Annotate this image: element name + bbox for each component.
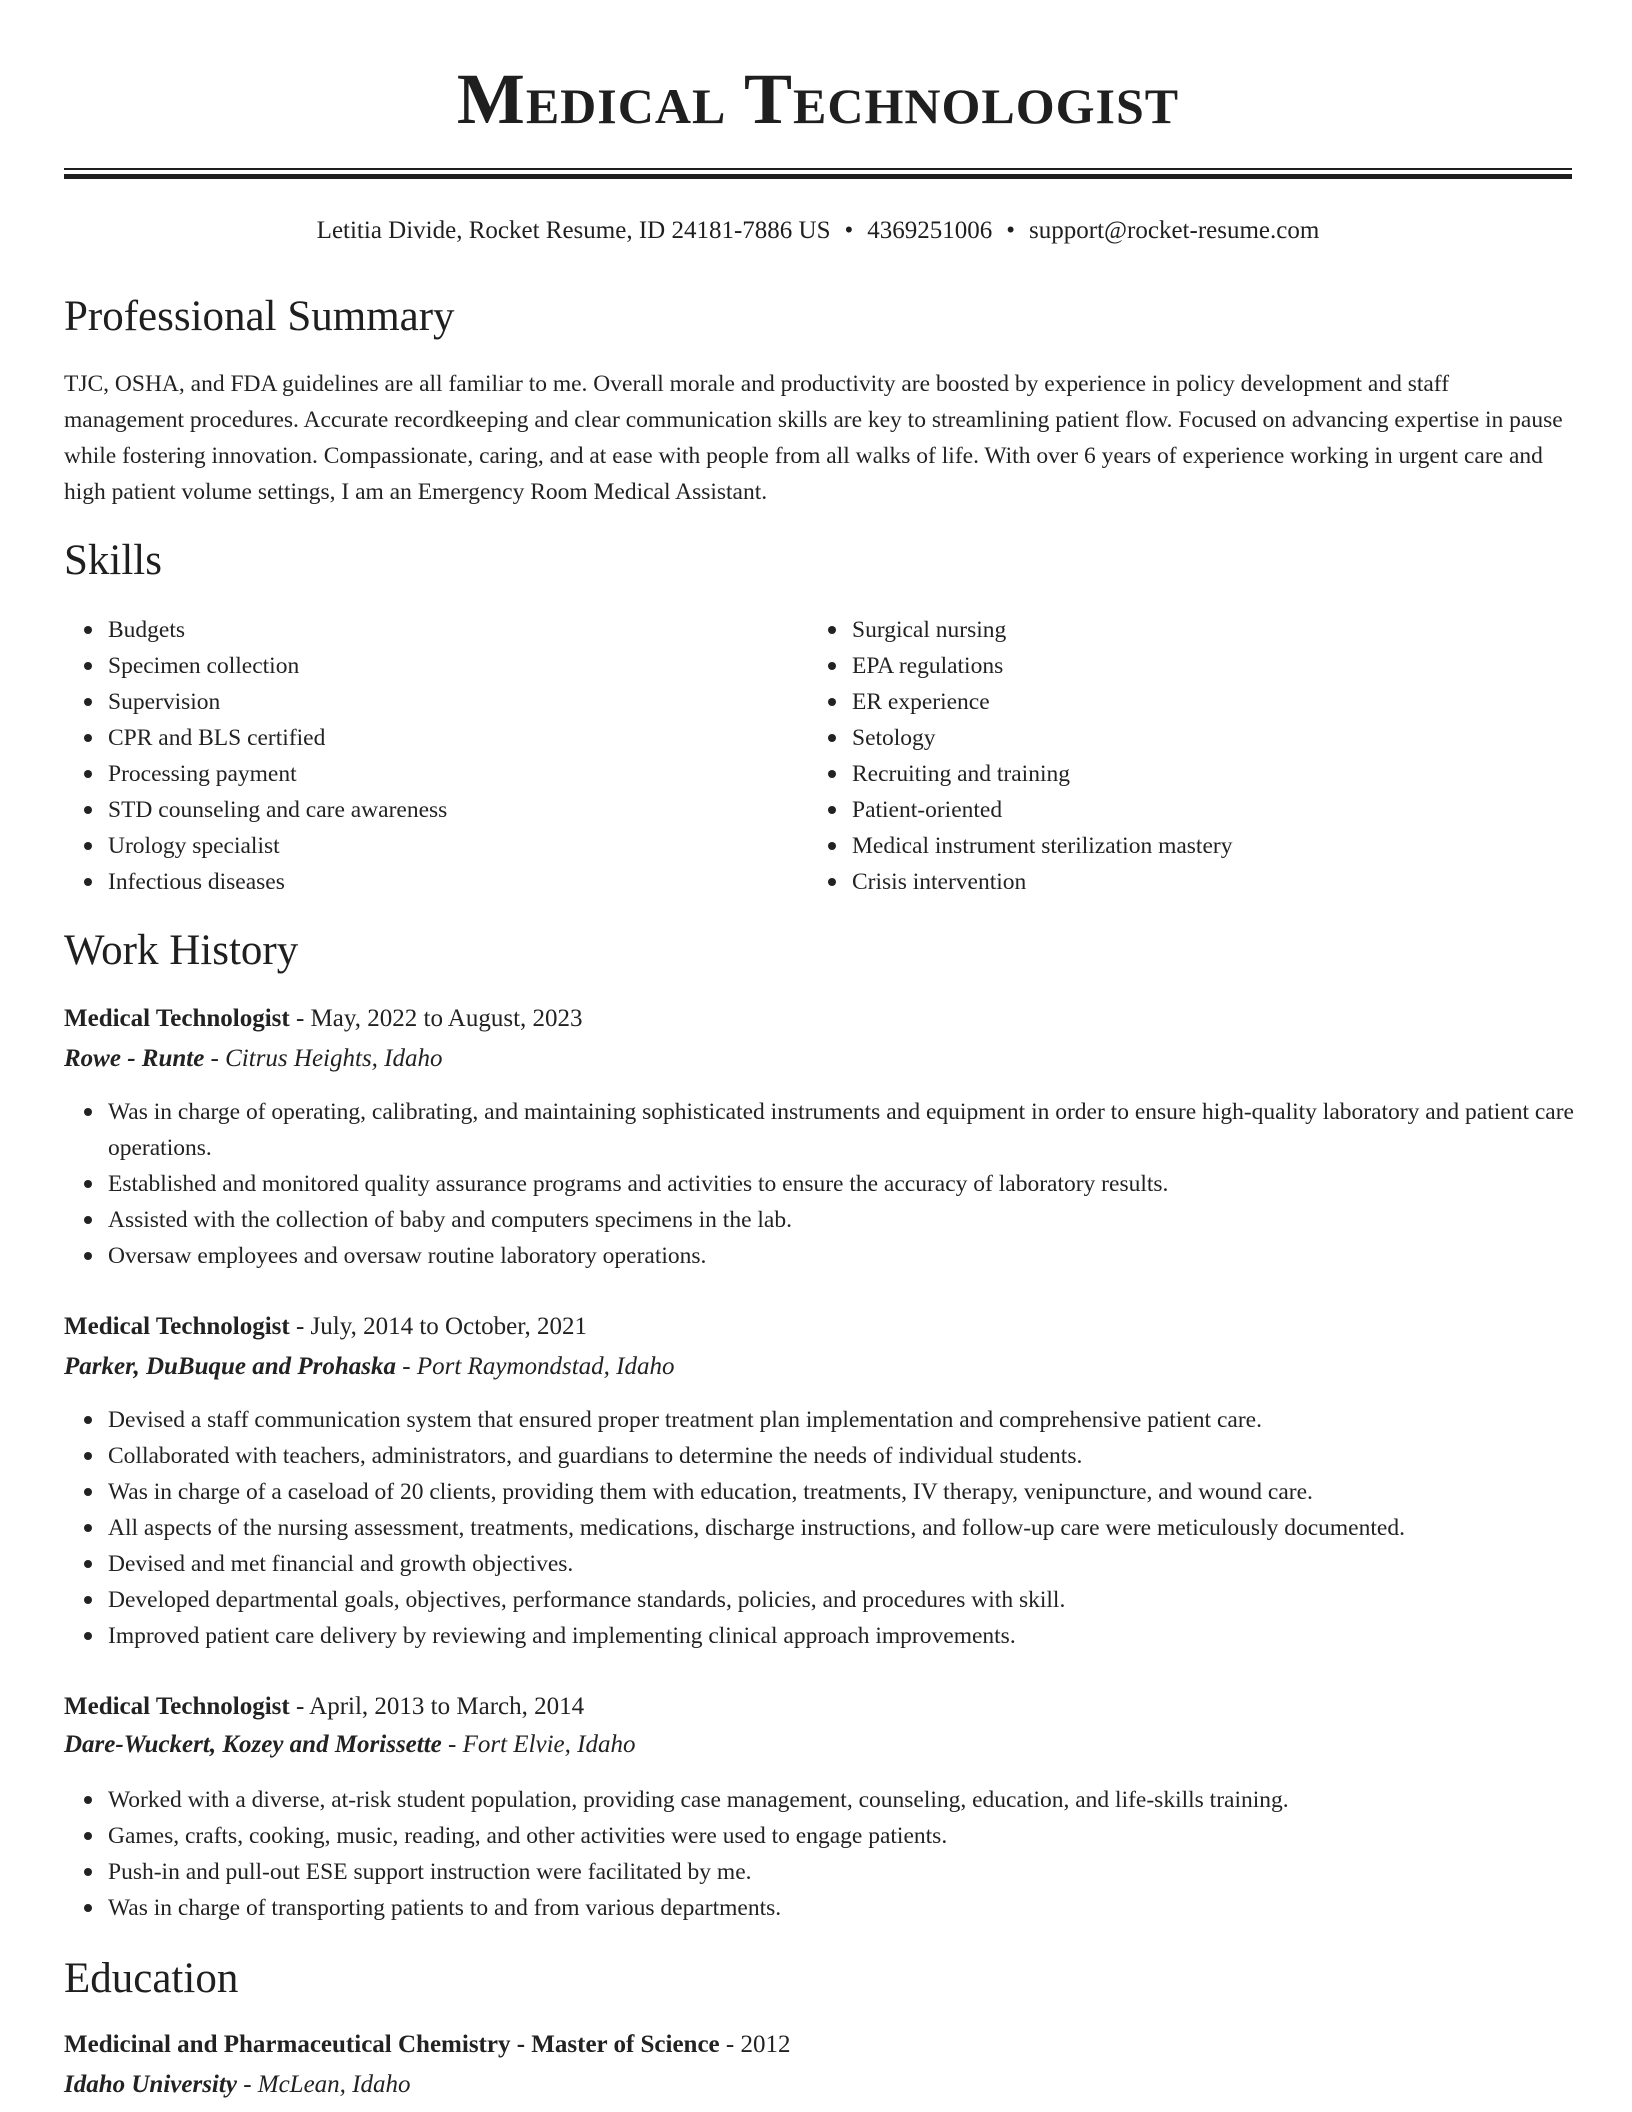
education-school: Idaho University	[64, 2071, 237, 2098]
job-bullet: Games, crafts, cooking, music, reading, and other activities were used to engage patients.	[108, 1818, 1616, 1854]
education-heading: Education	[64, 1955, 239, 2002]
skill-item: ER experience	[852, 684, 1592, 720]
skill-item: EPA regulations	[852, 648, 1592, 684]
title-divider-thin	[64, 168, 1572, 170]
job-employer: Rowe - Runte	[64, 1045, 205, 1072]
skill-item: Surgical nursing	[852, 612, 1592, 648]
job-header	[64, 1690, 584, 1724]
job-dates: - July, 2014 to October, 2021	[289, 1313, 588, 1340]
resume-title: Medical Technologist	[456, 59, 1180, 139]
contact-line	[64, 214, 1572, 248]
contact-separator: •	[844, 217, 854, 244]
summary-text: TJC, OSHA, and FDA guidelines are all familiar to me. Overall morale and productivity are boosted by experience in policy development and staff management procedures. Accurate recordkeeping and clear communication skills are key to streamlining patient flow. Focused on advancing expertise in pause while fostering innovation. Compassionate, caring, and at ease with people from all walks of life. With over 6 years of experience working in urgent care and high patient volume settings, I am an Emergency Room Medical Assistant.	[64, 371, 1563, 505]
job-bullet: Devised and met financial and growth objectives.	[108, 1546, 1616, 1582]
job-bullet: Developed departmental goals, objectives, performance standards, policies, and procedures with skill.	[108, 1582, 1616, 1618]
job-bullet: Improved patient care delivery by reviewing and implementing clinical approach improvements.	[108, 1618, 1616, 1654]
contact-separator: •	[1006, 217, 1016, 244]
education-school-line	[64, 2068, 411, 2102]
education-degree-line	[64, 2028, 790, 2062]
job-bullets	[64, 1094, 1616, 1274]
job-bullets	[64, 1782, 1616, 1926]
job-dates: - April, 2013 to March, 2014	[289, 1693, 585, 1720]
skill-item: Infectious diseases	[108, 864, 848, 900]
job-dates: - May, 2022 to August, 2023	[289, 1005, 583, 1032]
education-degree: Medicinal and Pharmaceutical Chemistry - Master of Science	[64, 2031, 720, 2058]
work-history-heading: Work History	[64, 927, 299, 974]
job-bullet: Assisted with the collection of baby and computers specimens in the lab.	[108, 1202, 1616, 1238]
skills-heading: Skills	[64, 537, 162, 584]
job-bullets	[64, 1402, 1616, 1654]
job-title: Medical Technologist	[64, 1313, 290, 1340]
skill-item: Patient-oriented	[852, 792, 1592, 828]
job-title: Medical Technologist	[64, 1693, 290, 1720]
job-employer-line	[64, 1042, 443, 1076]
job-bullet: Push-in and pull-out ESE support instruction were facilitated by me.	[108, 1854, 1616, 1890]
job-bullet: Was in charge of operating, calibrating, and maintaining sophisticated instruments and equipment in order to ensure high-quality laboratory and patient care operations.	[108, 1094, 1616, 1166]
skill-item: Urology specialist	[108, 828, 848, 864]
skills-list-right	[808, 612, 1592, 900]
skill-item: STD counseling and care awareness	[108, 792, 848, 828]
job-employer: Dare-Wuckert, Kozey and Morissette	[64, 1731, 442, 1758]
contact-address: Letitia Divide, Rocket Resume, ID 24181-7886 US	[316, 217, 831, 244]
job-bullet: All aspects of the nursing assessment, treatments, medications, discharge instructions, and follow-up care were meticulously documented.	[108, 1510, 1616, 1546]
job-title: Medical Technologist	[64, 1005, 290, 1032]
job-header	[64, 1310, 587, 1344]
job-bullet: Established and monitored quality assurance programs and activities to ensure the accuracy of laboratory results.	[108, 1166, 1616, 1202]
job-header	[64, 1002, 583, 1036]
skill-item: Medical instrument sterilization mastery	[852, 828, 1592, 864]
summary-heading: Professional Summary	[64, 293, 455, 340]
skill-item: Setology	[852, 720, 1592, 756]
job-employer-line	[64, 1350, 674, 1384]
skill-item: Crisis intervention	[852, 864, 1592, 900]
skill-item: Recruiting and training	[852, 756, 1592, 792]
job-bullet: Oversaw employees and oversaw routine laboratory operations.	[108, 1238, 1616, 1274]
job-location: - Fort Elvie, Idaho	[441, 1731, 636, 1758]
job-location: - Port Raymondstad, Idaho	[396, 1353, 675, 1380]
resume-page	[64, 0, 1574, 2098]
education-location: - McLean, Idaho	[236, 2071, 411, 2098]
job-bullet: Collaborated with teachers, administrators, and guardians to determine the needs of individual students.	[108, 1438, 1616, 1474]
title-divider-thick	[64, 174, 1572, 179]
contact-phone: 4369251006	[867, 217, 993, 244]
skill-item: CPR and BLS certified	[108, 720, 848, 756]
skills-list-left	[64, 612, 848, 900]
skill-item: Processing payment	[108, 756, 848, 792]
job-bullet: Devised a staff communication system that ensured proper treatment plan implementation and comprehensive patient care.	[108, 1402, 1616, 1438]
job-bullet: Was in charge of transporting patients to and from various departments.	[108, 1890, 1616, 1926]
job-bullet: Worked with a diverse, at-risk student population, providing case management, counseling, education, and life-skills training.	[108, 1782, 1616, 1818]
job-bullet: Was in charge of a caseload of 20 clients, providing them with education, treatments, IV therapy, venipuncture, and wound care.	[108, 1474, 1616, 1510]
job-employer: Parker, DuBuque and Prohaska	[64, 1353, 397, 1380]
job-employer-line	[64, 1728, 635, 1762]
skill-item: Specimen collection	[108, 648, 848, 684]
skill-item: Supervision	[108, 684, 848, 720]
education-year: - 2012	[719, 2031, 791, 2058]
job-location: - Citrus Heights, Idaho	[204, 1045, 443, 1072]
contact-email: support@rocket-resume.com	[1029, 217, 1320, 244]
skill-item: Budgets	[108, 612, 848, 648]
